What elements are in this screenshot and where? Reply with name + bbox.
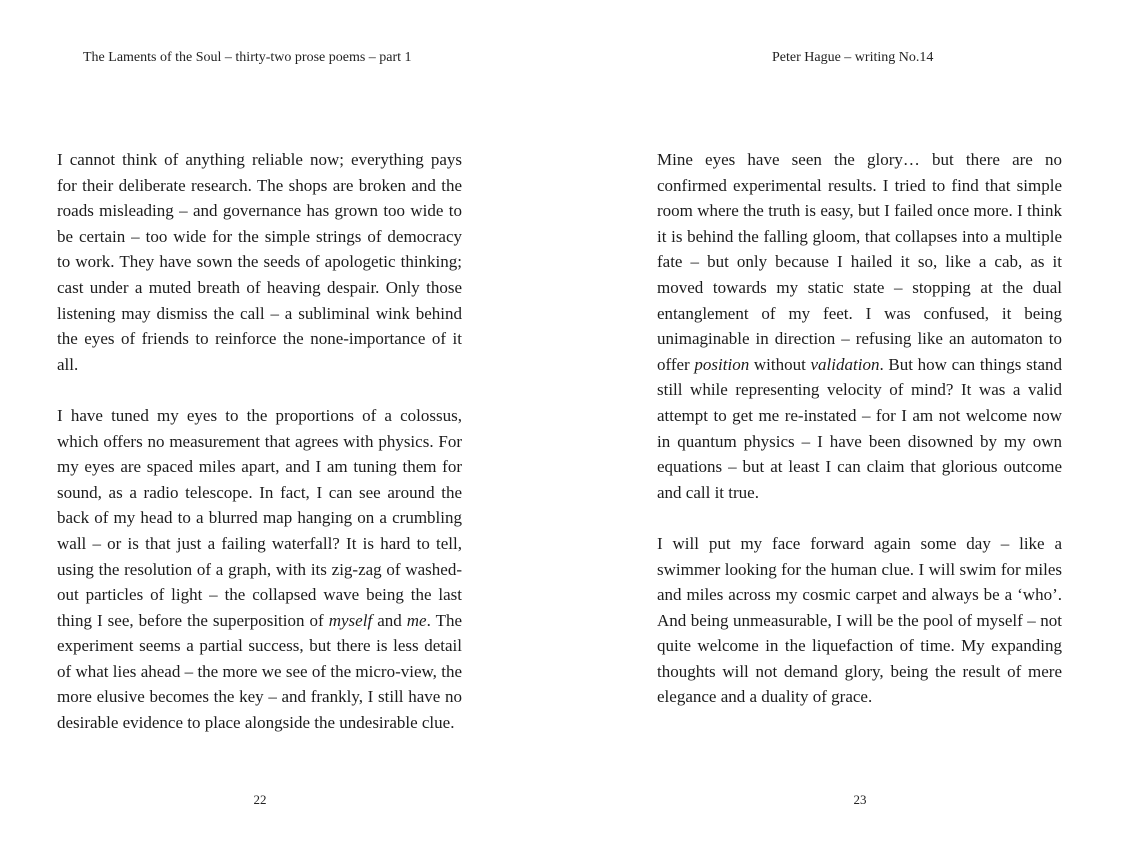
right-paragraph-2: I will put my face forward again some day – like a swimmer looking for the human clue. I will swim for miles and miles across my cosmic carpet and always be a ‘who’. And being unmeasurable, I will be the pool of myself – not quite welcome in the liquefaction of time. My expanding thoughts will not demand glory, being the result of mere elegance and a duality of grace. [657, 533, 1062, 707]
left-paragraph-2-part-b: and [372, 610, 407, 630]
right-paragraph-1-part-c: . But how can things stand still while representing velocity of mind? It was a valid attempt to get me re-instated – for I am not welcome now in quantum physics – I have been disowned by my own equations – but at least I can claim that glorious outcome and call it true. [657, 354, 1062, 502]
right-paragraph-1 [657, 147, 1062, 505]
left-paragraph-2-part-a: I have tuned my eyes to the proportions of a colossus, which offers no measurement that agrees with physics. For my eyes are spaced miles apart, and I am tuning them for sound, as a radio telescope. In fact, I can see around the back of my head to a blurred map hanging on a crumbling wall – or is that just a failing waterfall? It is hard to tell, using the resolution of a graph, with its zig-zag of washed-out particles of light – the collapsed wave being the last thing I see, before the superposition of [57, 405, 462, 630]
left-page-number: 22 [253, 792, 267, 807]
right-paragraph-1-part-a: Mine eyes have seen the glory… but there are no confirmed experimental results. I tried to find that simple room where the truth is easy, but I failed once more. I think it is behind the falling gloom, that collapses into a multiple fate – but only because I hailed it so, like a cab, as it moved towards my static state – stopping at the dual entanglement of my feet. I was confused, it being unimaginable in direction – refusing like an automaton to offer [657, 150, 1062, 374]
right-page-number: 23 [853, 792, 867, 807]
right-paragraph-1-emphasis-position: position [694, 354, 750, 374]
right-paragraph-1-part-b: without [749, 354, 811, 374]
left-page [0, 0, 560, 864]
left-paragraph-2-emphasis-me: me [406, 610, 427, 630]
right-text-block [657, 147, 1062, 710]
left-paragraph-2 [57, 403, 462, 736]
left-text-block [57, 147, 462, 736]
left-paragraph-1: I cannot think of anything reliable now; everything pays for their deliberate research. The shops are broken and the roads misleading – and governance has grown too wide to be certain – too wide for the simple strings of democracy to work. They have sown the seeds of apologetic thinking; cast under a muted breath of heaving despair. Only those listening may dismiss the call – a subliminal wink behind the eyes of friends to reinforce the none-importance of it all. [57, 150, 462, 374]
left-paragraph-2-part-c: . The experiment seems a partial success, but there is less detail of what lies ahead – the more we see of the micro-view, the more elusive becomes the key – and frankly, I still have no desirable evidence to place alongside the undesirable clue. [57, 610, 463, 733]
right-page [560, 0, 1120, 864]
left-running-head: The Laments of the Soul – thirty-two prose poems – part 1 [83, 50, 412, 65]
left-paragraph-2-emphasis-myself: myself [328, 610, 373, 630]
right-paragraph-1-emphasis-validation: validation [810, 354, 880, 374]
right-running-head: Peter Hague – writing No.14 [772, 50, 934, 65]
